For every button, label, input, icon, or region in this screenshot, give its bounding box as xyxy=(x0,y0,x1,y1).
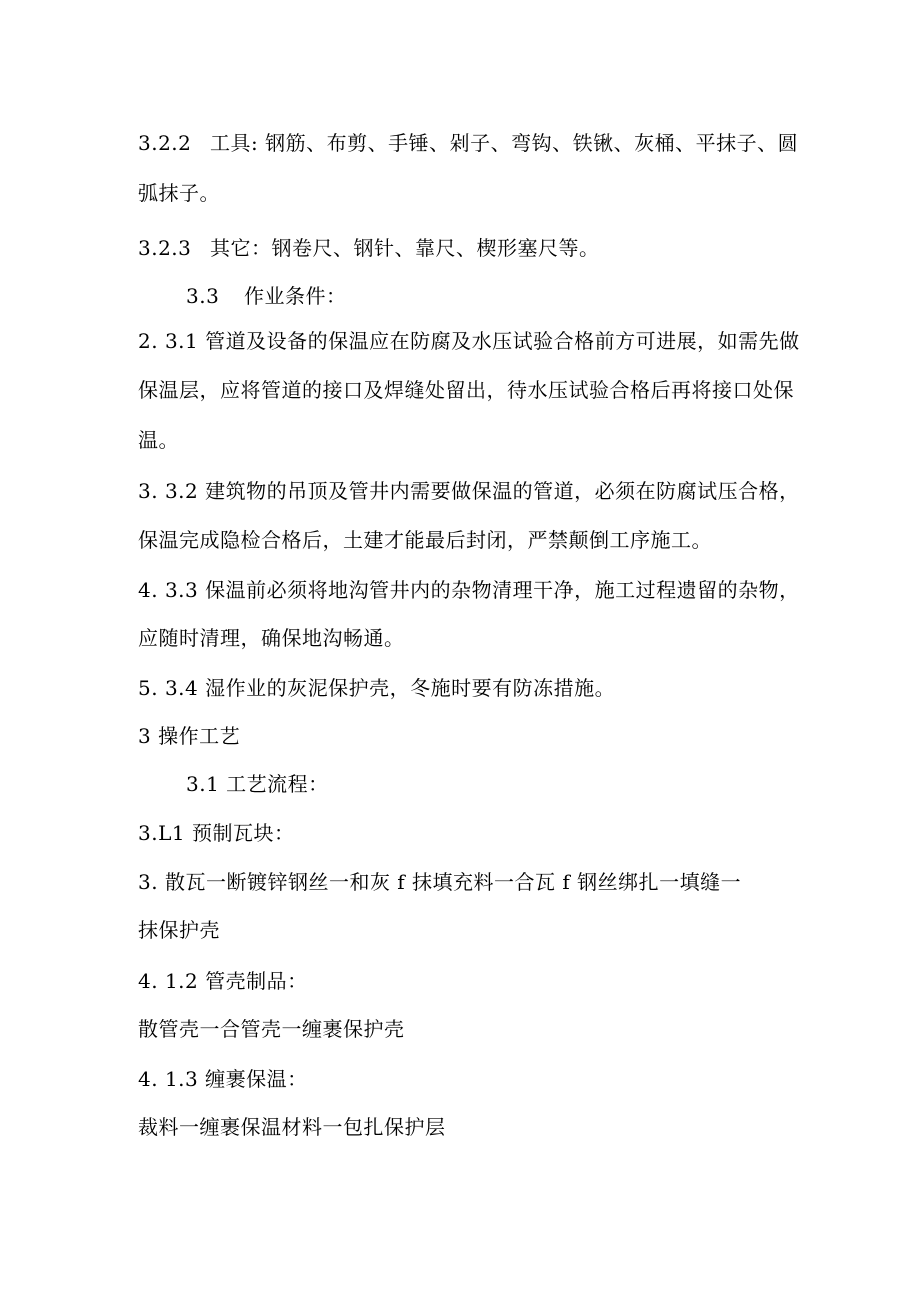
section-number: 3.2.2 xyxy=(138,131,192,155)
paragraph-line: 2. 3.1 管道及设备的保温应在防腐及水压试验合格前方可进展，如需先做 xyxy=(138,329,800,353)
line-text: 其它：钢卷尺、钢针、靠尺、楔形塞尺等。 xyxy=(210,236,600,260)
paragraph-line: 裁料一缠裹保温材料一包扎保护层 xyxy=(138,1115,446,1139)
line-text: 工具: 钢筋、布剪、手锤、剁子、弯钩、铁锹、灰桶、平抹子、圆 xyxy=(210,131,799,155)
section-heading: 3 操作工艺 xyxy=(138,724,241,748)
paragraph-line: 4. 3.3 保温前必须将地沟管井内的杂物清理干净，施工过程遗留的杂物， xyxy=(138,578,800,602)
paragraph-line: 4. 1.3 缠裹保温： xyxy=(138,1067,308,1091)
paragraph-line: 5. 3.4 湿作业的灰泥保护壳，冬施时要有防冻措施。 xyxy=(138,676,616,700)
paragraph-line: 3.L1 预制瓦块： xyxy=(138,821,295,845)
paragraph-line: 4. 1.2 管壳制品： xyxy=(138,969,308,993)
paragraph-line: 散管壳一合管壳一缠裹保护壳 xyxy=(138,1017,405,1041)
paragraph-line xyxy=(138,130,810,156)
paragraph-line: 保温层，应将管道的接口及焊缝处留出，待水压试验合格后再将接口处保 xyxy=(138,378,794,402)
paragraph-line: 应随时清理，确保地沟畅通。 xyxy=(138,626,405,650)
paragraph-line: 3. 3.2 建筑物的吊顶及管井内需要做保温的管道，必须在防腐试压合格， xyxy=(138,479,800,503)
paragraph-line: 保温完成隐检合格后，土建才能最后封闭，严禁颠倒工序施工。 xyxy=(138,528,712,552)
section-heading: 3.1 工艺流程： xyxy=(186,772,329,796)
paragraph-line: 抹保护壳 xyxy=(138,918,220,942)
section-heading xyxy=(186,283,810,309)
paragraph-line: 弧抹子。 xyxy=(138,181,220,205)
section-number: 3.3 xyxy=(186,284,220,308)
paragraph-line: 3. 散瓦一断镀锌钢丝一和灰 f 抹填充料一合瓦 f 钢丝绑扎一填缝一 xyxy=(138,870,742,894)
section-number: 3.2.3 xyxy=(138,236,192,260)
line-text: 作业条件： xyxy=(244,284,347,308)
paragraph-line xyxy=(138,235,810,261)
paragraph-line: 温。 xyxy=(138,428,179,452)
